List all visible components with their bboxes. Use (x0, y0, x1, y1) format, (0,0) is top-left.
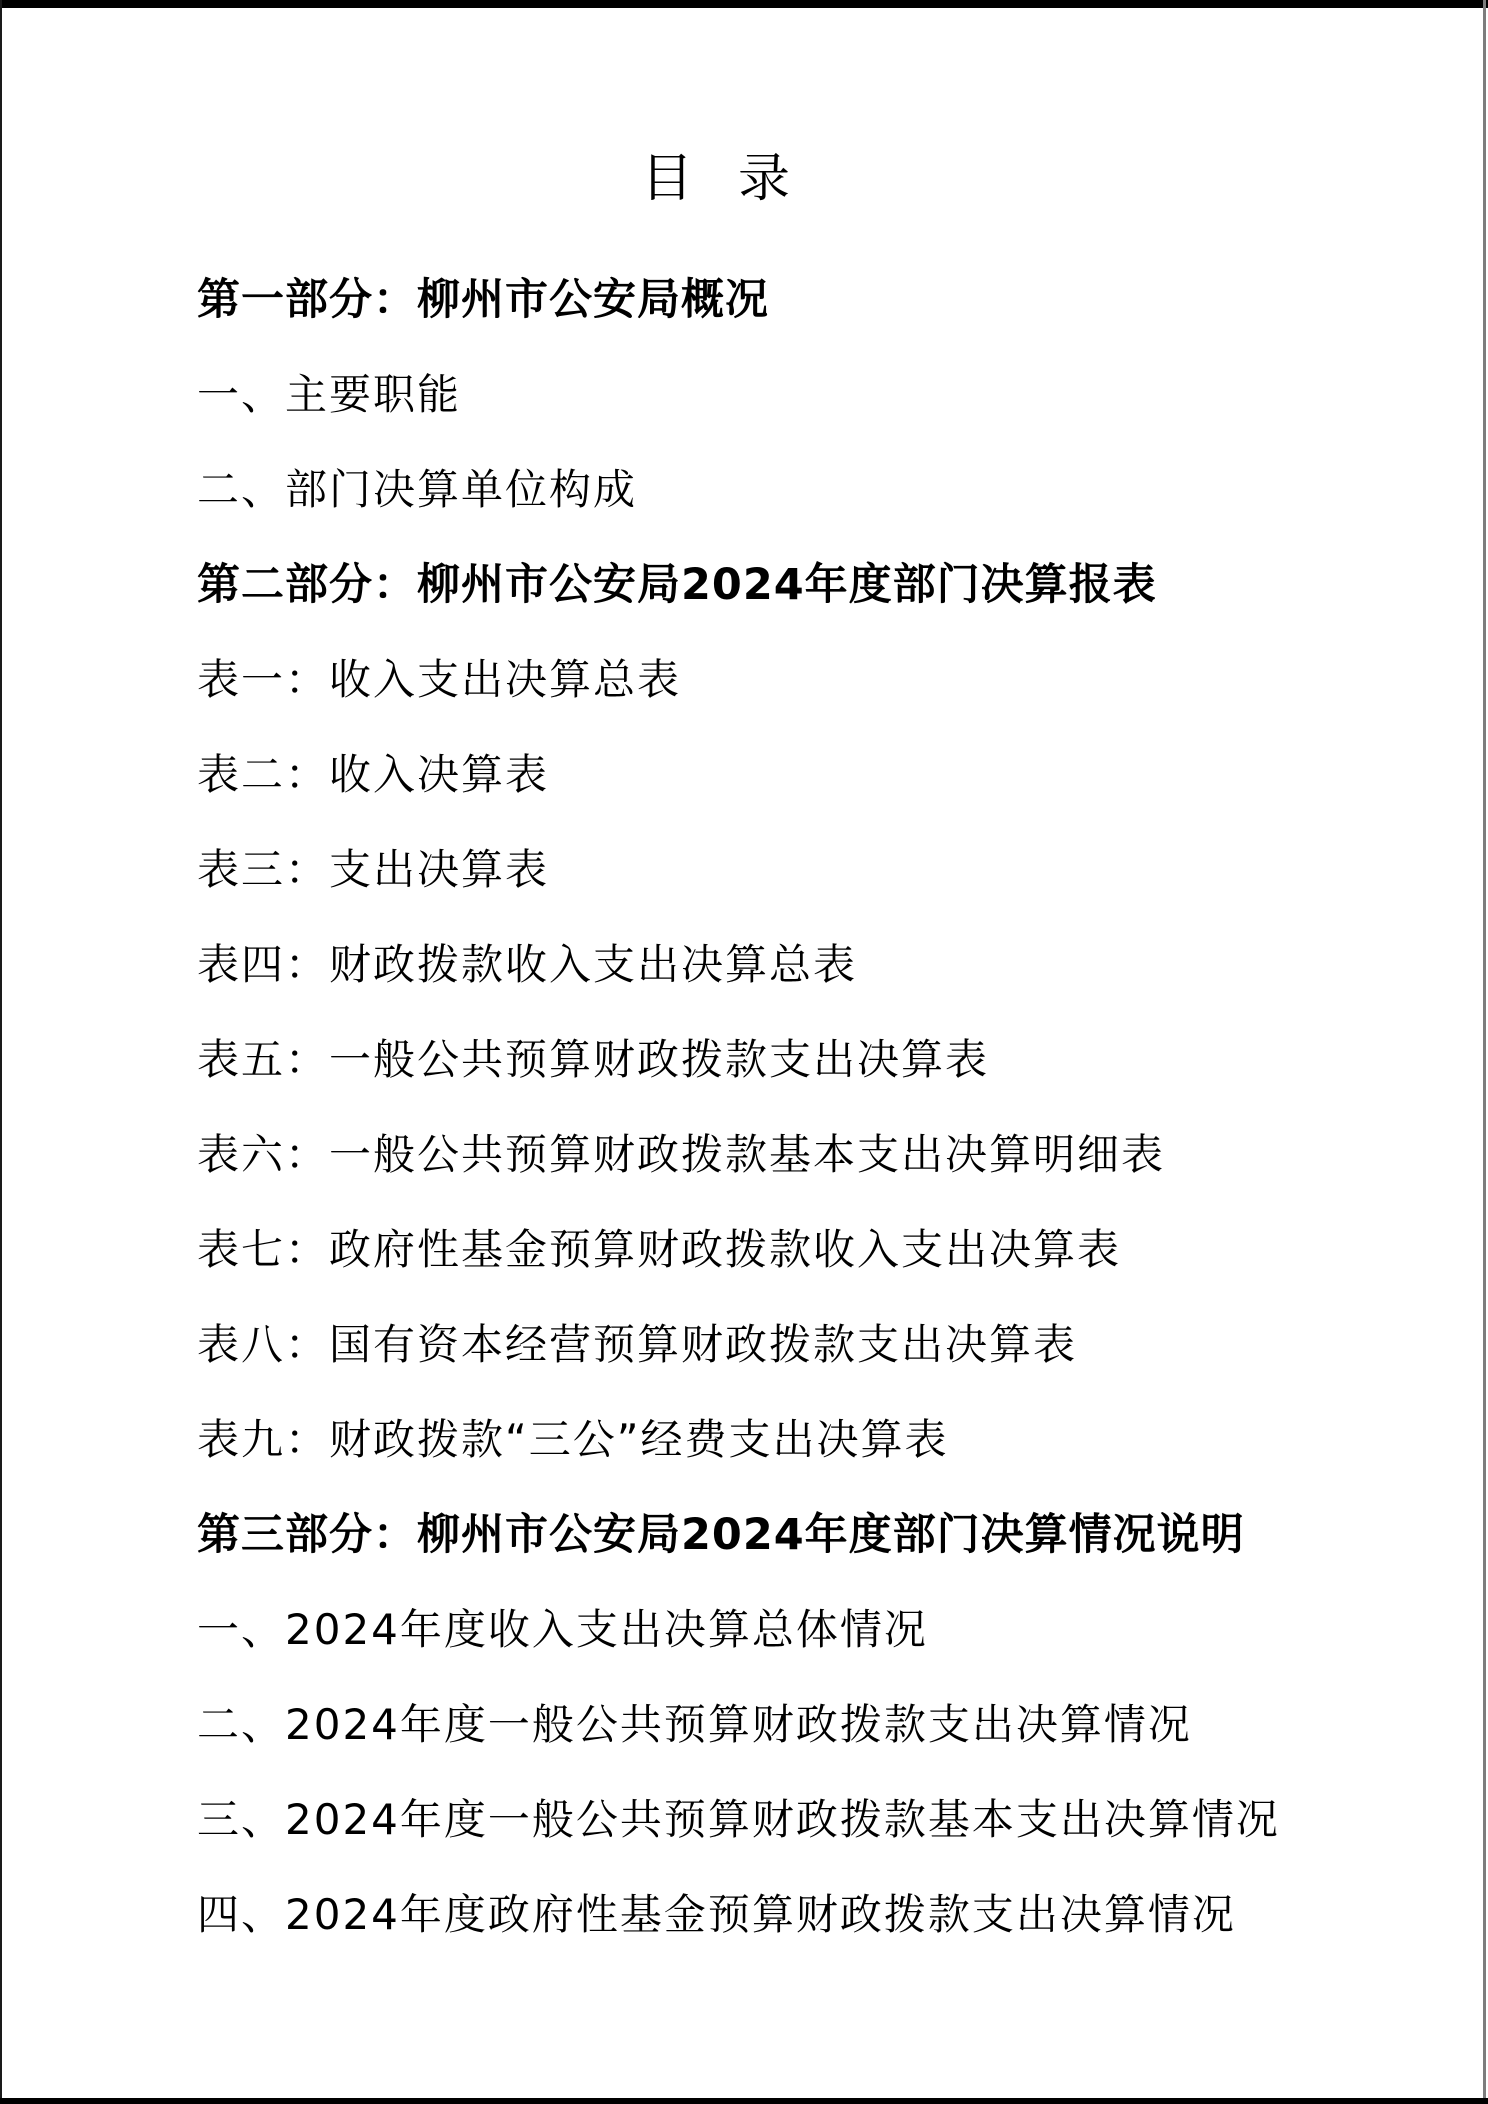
toc-item: 表二：收入决算表 (197, 750, 550, 799)
toc-list (197, 275, 1280, 1939)
toc-item: 表九：财政拨款“三公”经费支出决算表 (197, 1415, 949, 1464)
toc-item: 表七：政府性基金预算财政拨款收入支出决算表 (197, 1225, 1122, 1274)
toc-item: 第二部分：柳州市公安局2024年度部门决算报表 (197, 560, 1157, 610)
toc-item: 表五：一般公共预算财政拨款支出决算表 (197, 1035, 990, 1084)
toc-item: 二、部门决算单位构成 (197, 465, 638, 514)
toc-item: 第一部分：柳州市公安局概况 (197, 275, 769, 325)
toc-item: 四、2024年度政府性基金预算财政拨款支出决算情况 (197, 1890, 1236, 1939)
toc-item: 一、2024年度收入支出决算总体情况 (197, 1605, 928, 1654)
toc-item: 一、主要职能 (197, 370, 462, 419)
toc-item: 三、2024年度一般公共预算财政拨款基本支出决算情况 (197, 1795, 1280, 1844)
toc-item: 二、2024年度一般公共预算财政拨款支出决算情况 (197, 1700, 1192, 1749)
page-bottom-edge-bar (0, 2098, 1488, 2104)
toc-title: 目 录 (640, 149, 795, 209)
toc-item: 第三部分：柳州市公安局2024年度部门决算情况说明 (197, 1510, 1245, 1560)
toc-item: 表八：国有资本经营预算财政拨款支出决算表 (197, 1320, 1078, 1369)
toc-item: 表六：一般公共预算财政拨款基本支出决算明细表 (197, 1130, 1166, 1179)
toc-item: 表四：财政拨款收入支出决算总表 (197, 940, 858, 989)
toc-item: 表一：收入支出决算总表 (197, 655, 682, 704)
toc-item: 表三：支出决算表 (197, 845, 550, 894)
